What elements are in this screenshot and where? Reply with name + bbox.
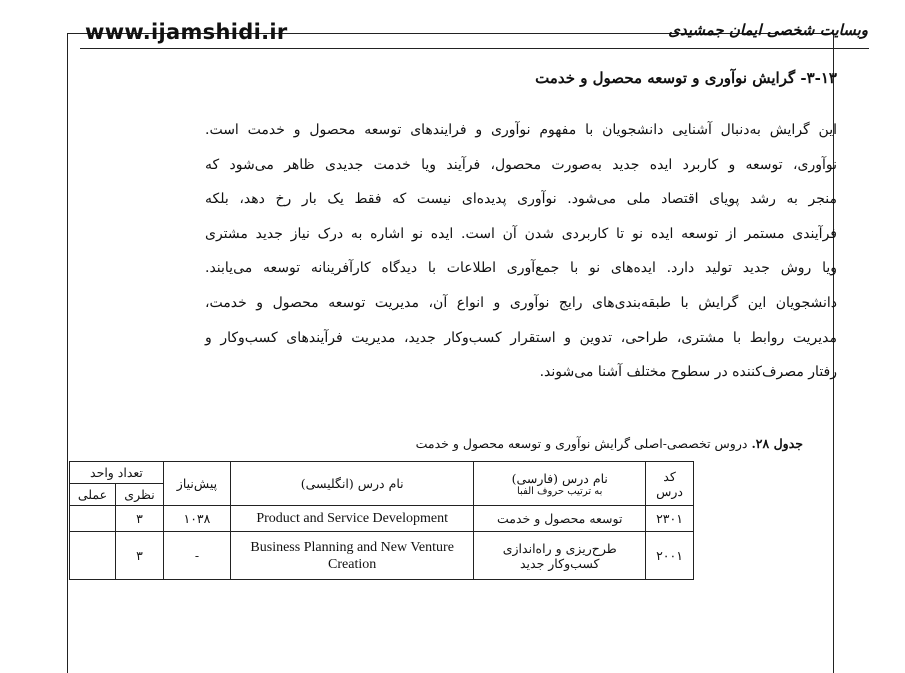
header-prereq: پیش‌نیاز	[163, 462, 230, 506]
cell-practical	[70, 532, 116, 580]
cell-code: ۲۳۰۱	[646, 506, 694, 532]
website-url: www.ijamshidi.ir	[85, 20, 288, 44]
header-name-fa: نام درس (فارسی) به ترتیب حروف الفبا	[474, 462, 646, 506]
cell-name-fa: طرح‌ریزی و راه‌اندازی کسب‌وکار جدید	[474, 532, 646, 580]
cell-name-en: Product and Service Development	[230, 506, 474, 532]
header-code: کد درس	[646, 462, 694, 506]
body-paragraph	[205, 113, 837, 390]
cell-practical	[70, 506, 116, 532]
paragraph-line: دانشجویان این گرایش با طبقه‌بندی‌های رایج نوآوری و انواع آن، مدیریت توسعه محصول و خدمت،	[205, 294, 837, 311]
section-heading: ۳-۱۳- گرایش نوآوری و توسعه محصول و خدمت	[535, 69, 837, 87]
header-practical: عملی	[70, 484, 116, 506]
paragraph-line: ویا روش جدید تولید دارد. ایده‌های نو با جمع‌آوری اطلاعات با دیدگاه کارآفرینانه توسعه می‌یابند.	[205, 260, 837, 277]
cell-name-fa: توسعه محصول و خدمت	[474, 506, 646, 532]
header-name-en: نام درس (انگلیسی)	[230, 462, 474, 506]
cell-code: ۲۰۰۱	[646, 532, 694, 580]
paragraph-line: فرآیندی مستمر از توسعه ایده نو تا کاربردی شدن آن است. ایده نو اشاره به درک نیاز جدید مشتری	[205, 225, 837, 242]
table-caption	[416, 436, 803, 451]
paragraph-line: مدیریت روابط با مشتری، طراحی، تدوین و استقرار کسب‌وکار جدید، مدیریت فرآیندهای کسب‌وکار و	[205, 329, 837, 346]
header-name-fa-sub: به ترتیب حروف الفبا	[517, 485, 603, 497]
cell-prereq: -	[163, 532, 230, 580]
courses-table	[69, 461, 694, 580]
cell-theory: ۳	[116, 506, 164, 532]
table-row	[70, 506, 694, 532]
paragraph-line: نوآوری، توسعه و کاربرد ایده جدید به‌صورت محصول، فرآیند ویا خدمت جدیدی ظاهر می‌شود که	[205, 156, 837, 173]
cell-theory: ۳	[116, 532, 164, 580]
table-row	[70, 532, 694, 580]
paragraph-line: منجر به رشد پویای اقتصاد ملی می‌شود. نوآوری پدیده‌ای نیست که فقط یک بار رخ دهد، بلکه	[205, 191, 837, 208]
header-theory: نظری	[116, 484, 164, 506]
paragraph-line: رفتار مصرف‌کننده در سطوح مختلف آشنا می‌شوند.	[539, 364, 837, 381]
table-caption-label: جدول ۲۸.	[751, 436, 803, 451]
paragraph-line: این گرایش به‌دنبال آشنایی دانشجویان با مفهوم نوآوری و فرایندهای توسعه محصول و خدمت است.	[205, 122, 837, 138]
cell-prereq: ۱۰۳۸	[163, 506, 230, 532]
table-caption-text: دروس تخصصی-اصلی گرایش نوآوری و توسعه محصول و خدمت	[415, 436, 748, 451]
header-divider	[80, 48, 869, 49]
site-name: وبسایت شخصی ایمان جمشیدی	[668, 21, 868, 39]
header-units: تعداد واحد	[70, 462, 164, 484]
table-header-row	[70, 462, 694, 484]
cell-name-en: Business Planning and New Venture Creation	[230, 532, 474, 580]
